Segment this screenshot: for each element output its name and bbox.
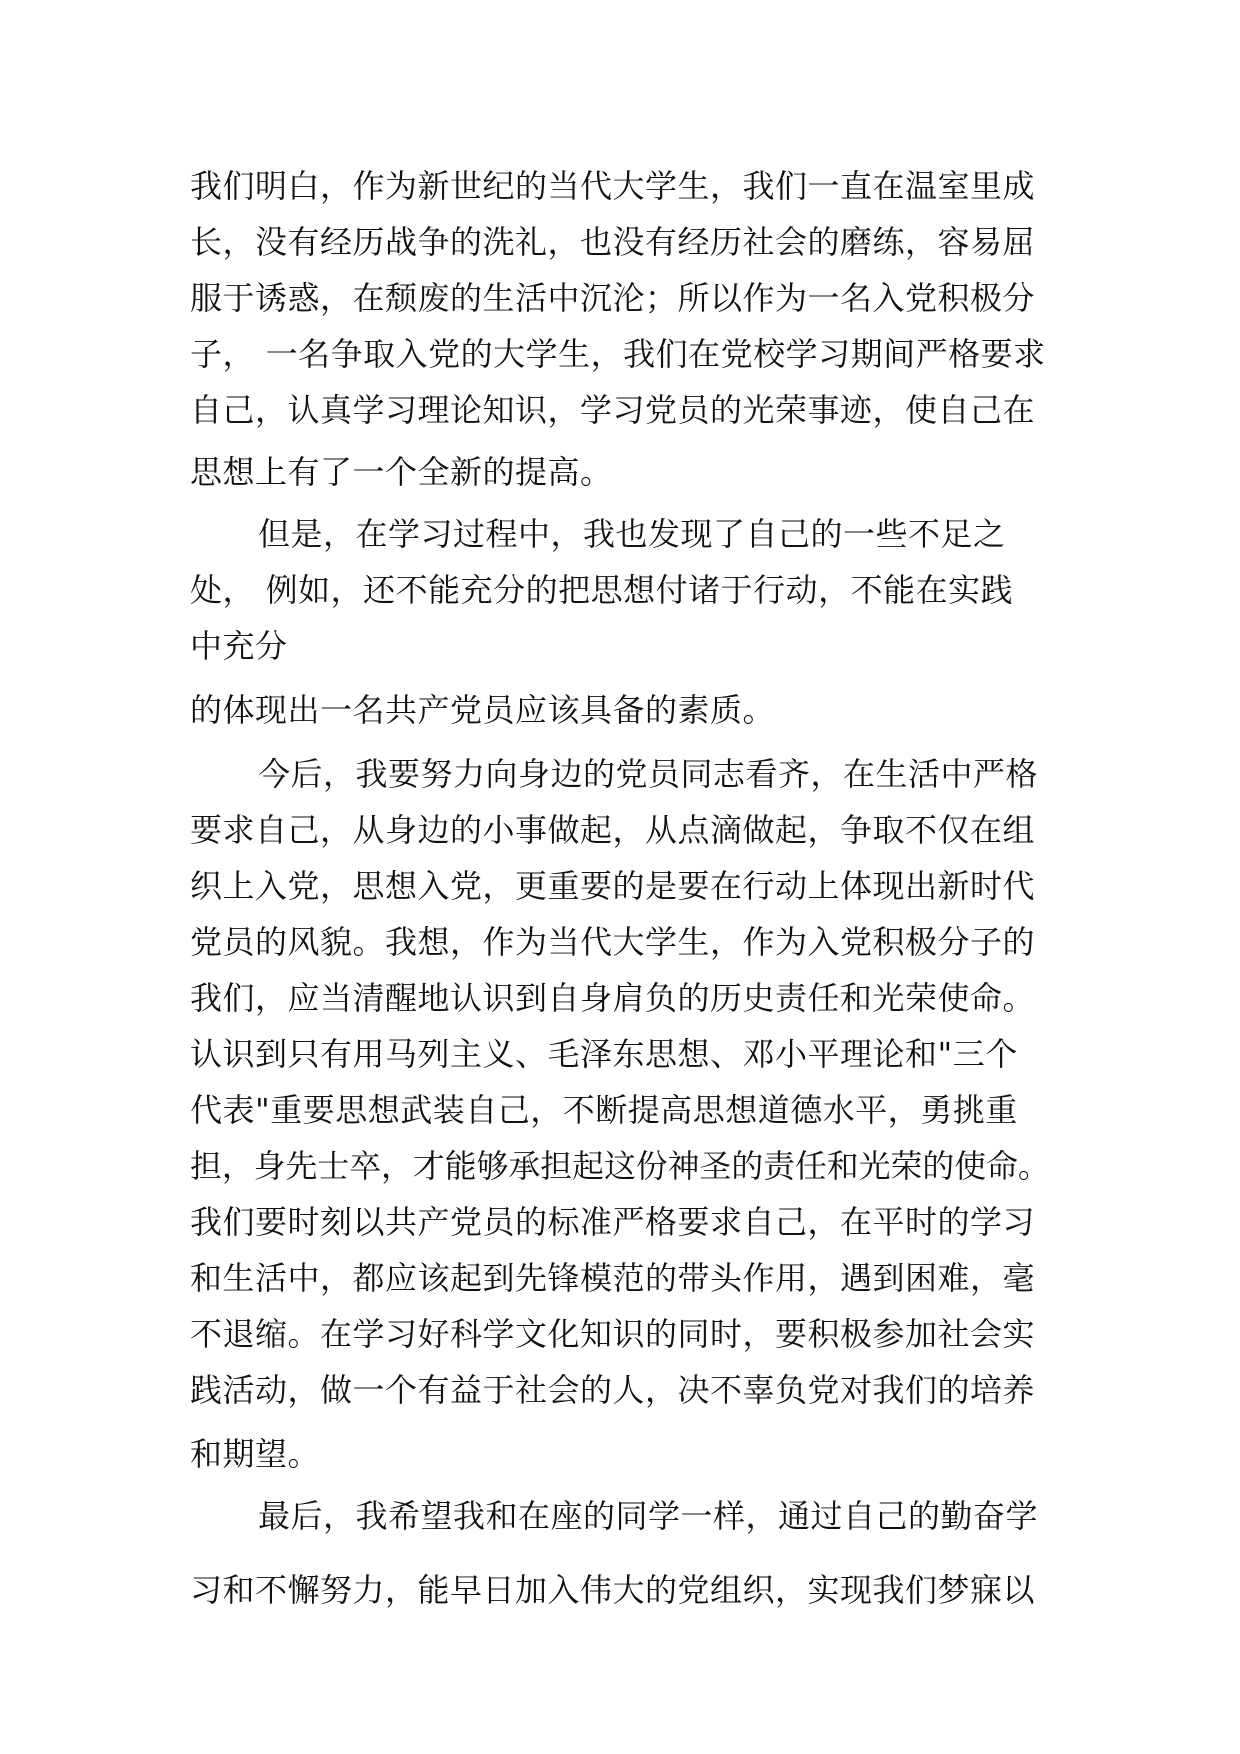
text-line: 和生活中，都应该起到先锋模范的带头作用，遇到困难，毫	[190, 1259, 1036, 1297]
paragraph-first-line: 今后，我要努力向身边的党员同志看齐，在生活中严格	[258, 755, 1039, 793]
paragraph-first-line: 最后，我希望我和在座的同学一样，通过自己的勤奋学	[258, 1497, 1039, 1535]
text-line: 我们要时刻以共产党员的标准严格要求自己，在平时的学习	[190, 1203, 1036, 1241]
paragraph-first-line: 但是，在学习过程中，我也发现了自己的一些不足之	[258, 515, 1006, 553]
text-line: 要求自己，从身边的小事做起，从点滴做起，争取不仅在组	[190, 811, 1036, 849]
text-line: 和期望。	[190, 1435, 321, 1473]
text-line: 担，身先士卒，才能够承担起这份神圣的责任和光荣的使命。	[190, 1147, 1050, 1185]
text-line: 我们明白，作为新世纪的当代大学生，我们一直在温室里成	[190, 167, 1036, 205]
text-line: 处， 例如，还不能充分的把思想付诸于行动，不能在实践	[190, 571, 1014, 609]
text-line: 长，没有经历战争的洗礼，也没有经历社会的磨练，容易屈	[190, 223, 1036, 261]
text-line: 的体现出一名共产党员应该具备的素质。	[190, 691, 776, 729]
text-line: 代表"重要思想武装自己，不断提高思想道德水平，勇挑重	[190, 1091, 1018, 1129]
text-line: 践活动，做一个有益于社会的人，决不辜负党对我们的培养	[190, 1371, 1036, 1409]
text-line: 思想上有了一个全新的提高。	[190, 453, 613, 491]
text-line: 服于诱惑，在颓废的生活中沉沦；所以作为一名入党积极分	[190, 279, 1036, 317]
text-line: 中充分	[190, 627, 288, 665]
text-line: 习和不懈努力，能早日加入伟大的党组织，实现我们梦寐以	[190, 1571, 1036, 1609]
text-line: 党员的风貌。我想，作为当代大学生，作为入党积极分子的	[190, 923, 1036, 961]
text-line: 织上入党，思想入党，更重要的是要在行动上体现出新时代	[190, 867, 1036, 905]
text-line: 我们，应当清醒地认识到自身肩负的历史责任和光荣使命。	[190, 979, 1036, 1017]
text-line: 不退缩。在学习好科学文化知识的同时，要积极参加社会实	[190, 1315, 1036, 1353]
text-line: 认识到只有用马列主义、毛泽东思想、邓小平理论和"三个	[190, 1035, 1018, 1073]
text-line: 子， 一名争取入党的大学生，我们在党校学习期间严格要求	[190, 335, 1046, 373]
text-line: 自己，认真学习理论知识，学习党员的光荣事迹，使自己在	[190, 391, 1036, 429]
